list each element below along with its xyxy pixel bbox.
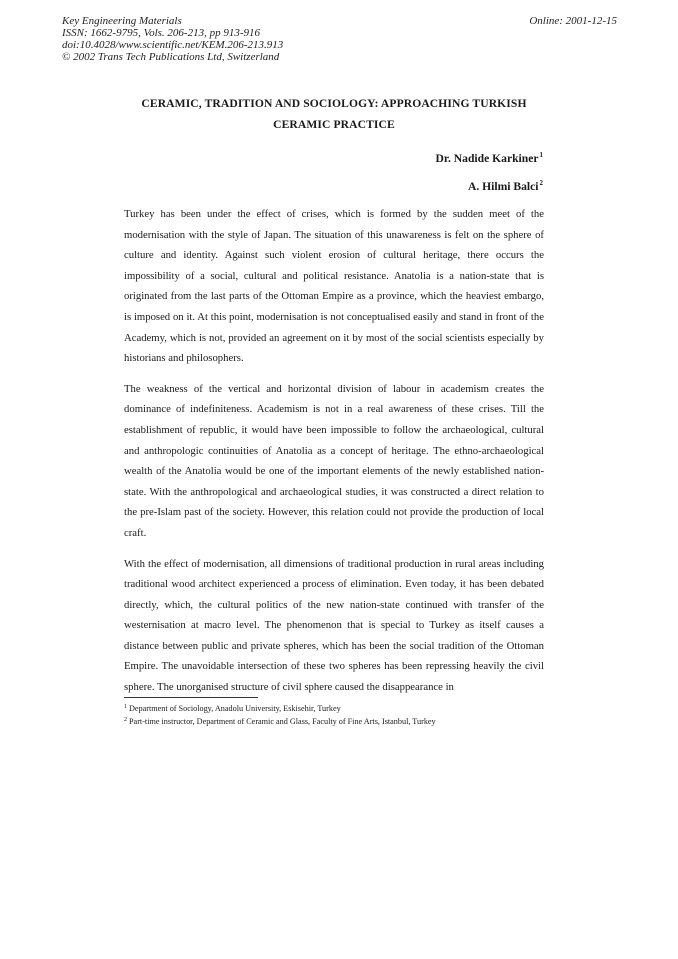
journal-header — [62, 15, 283, 63]
author-2-name: A. Hilmi Balci — [467, 180, 539, 193]
doi-line: doi:10.4028/www.scientific.net/KEM.206-213.913 — [62, 39, 284, 51]
author-2-mark: 2 — [539, 179, 543, 187]
title-line-1: CERAMIC, TRADITION AND SOCIOLOGY: APPROACHING TURKISH — [141, 97, 527, 110]
author-1-name: Dr. Nadide Karkiner — [435, 152, 539, 165]
footnote-1 — [124, 702, 436, 715]
copyright-line: © 2002 Trans Tech Publications Ltd, Switzerland — [62, 51, 280, 63]
footnote-1-text: Department of Sociology, Anadolu University, Eskisehir, Turkey — [129, 704, 341, 713]
paragraph-2: The weakness of the vertical and horizontal division of labour in academism creates the dominance of indefiniteness. Academism is not in a real awareness of these crises. Till the establishment of republic, it would have been impossible to follow the archaeological, cultural and anthropologic continuities of Anatolia as a concept of heritage. The ethno-archaeological wealth of the Anatolia would be one of the important elements of the newly established nation-state. With the anthropological and archaeological studies, it was constructed a direct relation to the pre-Islam past of the society. However, this relation could not provide the production of local craft. — [124, 382, 544, 539]
online-date: Online: 2001-12-15 — [529, 15, 617, 27]
footnotes — [124, 702, 436, 727]
paper-title — [124, 93, 544, 135]
paragraph-3: With the effect of modernisation, all dimensions of traditional production in rural areas including traditional wood architect experienced a process of elimination. Even today, it has been debated directly, which, the cultural politics of the new nation-state continued with transfer of the westernisation at macro level. The phenomenon that is special to Turkey as itself causes a distance between public and private spheres, which has been the social tradition of the Ottoman Empire. The unavoidable intersection of these two spheres has been repressing heavily the civil sphere. The unorganised structure of civil sphere caused the disappearance in — [124, 557, 544, 694]
footnote-2 — [124, 715, 436, 728]
footnote-2-mark: 2 — [124, 716, 127, 723]
author-1-mark: 1 — [539, 151, 543, 159]
author-2 — [468, 179, 543, 193]
title-line-2: CERAMIC PRACTICE — [273, 118, 395, 131]
footnote-2-text: Part-time instructor, Department of Ceramic and Glass, Faculty of Fine Arts, Istanbul, Turkey — [129, 716, 436, 726]
body-text — [124, 204, 544, 708]
author-1 — [436, 151, 543, 165]
journal-name: Key Engineering Materials — [62, 15, 182, 27]
issn-line: ISSN: 1662-9795, Vols. 206-213, pp 913-916 — [62, 27, 260, 39]
footnote-divider — [124, 697, 258, 698]
paragraph-1: Turkey has been under the effect of crises, which is formed by the sudden meet of the modernisation with the style of Japan. The situation of this unawareness is felt on the sphere of culture and identity. Against such violent erosion of cultural heritage, there occurs the impossibility of a social, cultural and political resistance. Anatolia is a nation-state that is originated from the last parts of the Ottoman Empire as a province, which the heaviest embargo, is imposed on it. At this point, modernisation is not conceptualised easily and stand in front of the Academy, which is not, provided an agreement on it by most of the social scientists especially by historians and philosophers. — [124, 208, 544, 365]
footnote-1-mark: 1 — [124, 704, 127, 710]
